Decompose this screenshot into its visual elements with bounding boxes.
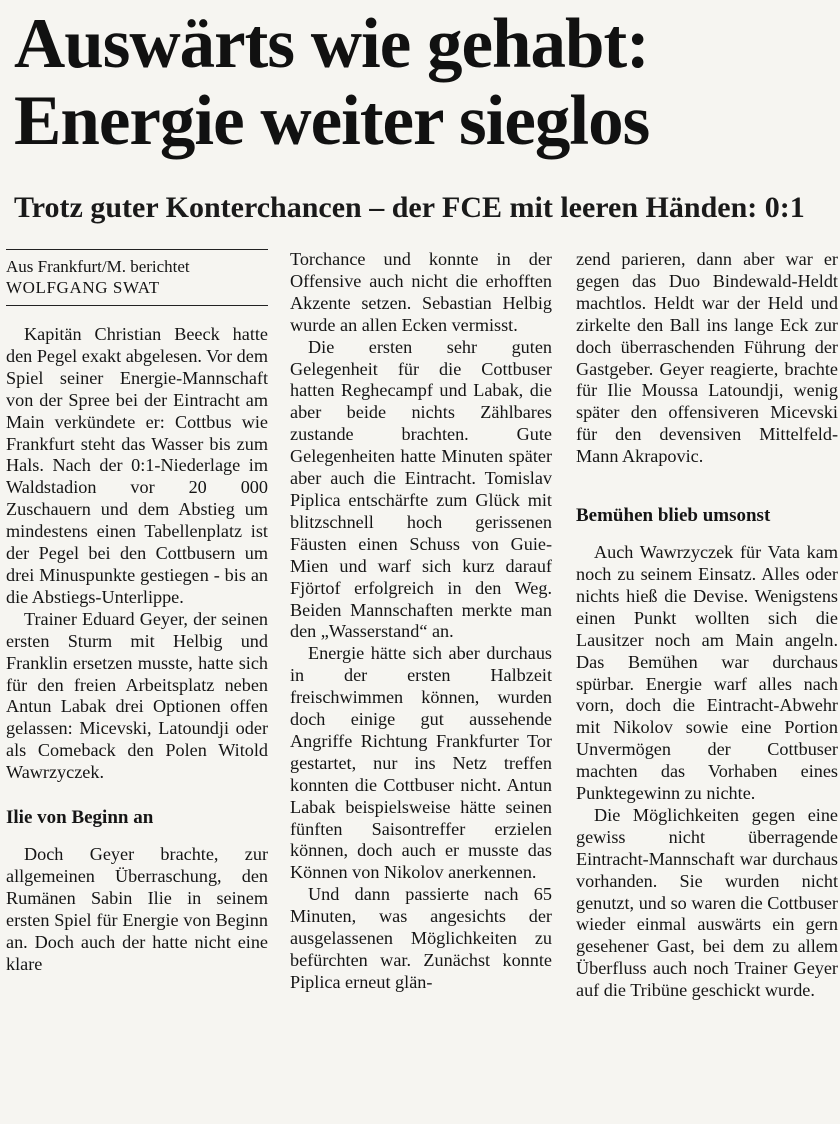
section-heading: Bemühen blieb umsonst [576,505,771,527]
section-heading: Ilie von Beginn an [6,807,154,829]
paragraph: Torchance und konnte in der Offensive auch nicht die erhofften Akzente setzen. Sebastian Helbig wurde an allen Ecken vermisst. [290,249,552,335]
paragraph: Kapitän Christian Beeck hatte den Pegel exakt abgelesen. Vor dem Spiel seiner Energie-Mannschaft von der Spree bei der Eintracht am Main verkündete er: Cottbus wie Frankfurt steht das Wasser bis zum Hals. Nach der 0:1-Niederlage im Waldstadion vor 20 000 Zuschauern und dem Abstieg um mindestens einen Tabellenplatz ist der Pegel bei den Cottbusern um drei Minuspunkte gestiegen - bis an die Abstiegs-Unterlippe. [6,324,268,607]
paragraph: Doch Geyer brachte, zur allgemeinen Überraschung, den Rumänen Sabin Ilie in seinem ersten Spiel für Energie von Beginn an. Doch auch der hatte nicht eine klare [6,844,268,974]
byline-location: Aus Frankfurt/M. berichtet [6,257,190,276]
headline [14,6,834,160]
headline-line-2: Energie weiter sieglos [14,82,650,160]
subheadline: Trotz guter Konterchancen – der FCE mit leeren Händen: 0:1 [14,191,805,224]
article-column-2 [290,249,552,1119]
byline [6,249,268,306]
article-column-3 [576,249,838,1119]
paragraph: Die ersten sehr guten Gelegenheit für die Cottbuser hatten Reghecampf und Labak, die aber beide nichts Zählbares zustande brachten. Gute Gelegenheiten hatte Minuten später aber auch die Eintracht. Tomislav Piplica entschärfte zum Glück mit blitzschnell hoch gerissenen Fäusten einen Schuss von Guie-Mien und warf sich kurz darauf Fjörtof erfolgreich in den Weg. Beiden Mannschaften merkte man den „Wasserstand“ an. [290,336,552,642]
paragraph: Und dann passierte nach 65 Minuten, was angesichts der ausgelassenen Möglichkeiten zu befürchten war. Zunächst konnte Piplica erneut glän- [290,884,552,992]
byline-author: WOLFGANG SWAT [6,278,160,297]
paragraph: Auch Wawrzyczek für Vata kam noch zu seinem Einsatz. Alles oder nichts hieß die Devise. Wenigstens einen Punkt wollten sich die Lausitzer noch am Main angeln. Das Bemühen war durchaus spürbar. Energie warf alles nach vorn, doch die Eintracht-Abwehr mit Nikolov sowie eine Portion Unvermögen der Cottbuser machten das Vorhaben eines Punktegewinn zu nichte. [576,542,838,804]
paragraph: zend parieren, dann aber war er gegen das Duo Bindewald-Heldt machtlos. Heldt war der Held und zirkelte den Ball ins lange Eck zur doch überraschenden Führung der Gastgeber. Geyer reagierte, brachte für Ilie Moussa Latoundji, wenig später den offensiveren Micevski für den devensiven Mittelfeld-Mann Akrapovic. [576,249,838,467]
paragraph: Die Möglichkeiten gegen eine gewiss nicht überragende Eintracht-Mannschaft war durchaus vorhanden. Sie wurden nicht genutzt, und so waren die Cottbuser wieder einmal auswärts ein gern gesehener Gast, bei dem zu allem Überfluss auch noch Trainer Geyer auf die Tribüne geschickt wurde. [576,804,838,1001]
paragraph: Trainer Eduard Geyer, der seinen ersten Sturm mit Helbig und Franklin ersetzen musste, hatte sich für den freien Arbeitsplatz neben Antun Labak drei Optionen offen gelassen: Micevski, Latoundji oder als Comeback den Polen Witold Wawrzyczek. [6,608,268,783]
paragraph: Energie hätte sich aber durchaus in der ersten Halbzeit freischwimmen können, wurden doch einige gut aussehende Angriffe Richtung Frankfurter Tor gestartet, nur ins Netz treffen konnten die Cottbuser nicht. Antun Labak beispielsweise hätte seinen fünften Saisontreffer erzielen können, doch auch er musste das Können von Nikolov anerkennen. [290,643,552,883]
headline-line-1: Auswärts wie gehabt: [14,5,649,83]
article-column-1 [6,249,268,1119]
